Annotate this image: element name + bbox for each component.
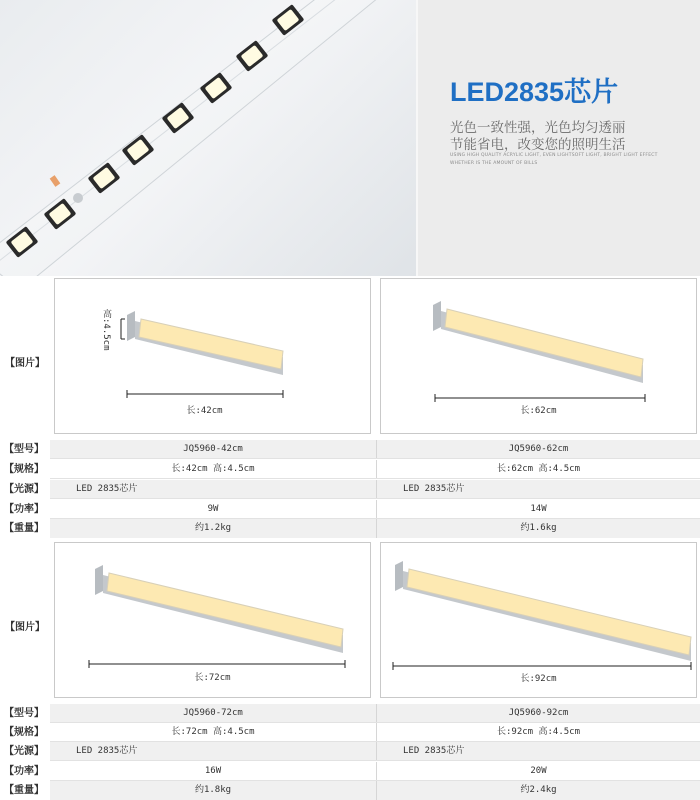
weight-value: 约1.2kg (50, 519, 376, 538)
power-row (0, 500, 700, 519)
power-value: 16W (204, 766, 222, 776)
product-image-42cm (54, 278, 371, 434)
spec-label: 【规格】 (0, 723, 48, 742)
length-label: 长:62cm (520, 406, 557, 416)
light-value: LED 2835芯片 (50, 480, 376, 499)
weight-label: 【重量】 (0, 519, 48, 538)
length-label: 长:92cm (520, 674, 557, 684)
model-row (0, 440, 700, 459)
light-value: LED 2835芯片 (377, 742, 700, 761)
banner-title: LED2835芯片 (450, 77, 619, 107)
image-row-label: 【图片】 (5, 622, 45, 633)
led-strip-illustration (0, 0, 418, 276)
product-image-72cm (54, 542, 371, 698)
weight-row (0, 519, 700, 538)
model-row (0, 704, 700, 723)
power-row (0, 762, 700, 781)
light-row (0, 742, 700, 761)
weight-value: 约1.8kg (50, 781, 376, 800)
power-label: 【功率】 (0, 762, 48, 781)
product-image-92cm (380, 542, 697, 698)
power-label: 【功率】 (0, 500, 48, 519)
banner-divider (416, 0, 418, 276)
spec-value: 长:92cm 高:4.5cm (496, 727, 581, 737)
banner-slogan-2: 节能省电，改变您的照明生活 (450, 137, 626, 153)
light-label: 【光源】 (0, 480, 48, 499)
banner (0, 0, 700, 276)
weight-label: 【重量】 (0, 781, 48, 800)
banner-slogan-1: 光色一致性强，光色均匀透丽 (450, 120, 626, 136)
product-section-2 (0, 538, 700, 800)
weight-value: 约2.4kg (377, 781, 700, 800)
model-value: JQ5960-92cm (377, 704, 700, 723)
light-label: 【光源】 (0, 742, 48, 761)
spec-value: 长:62cm 高:4.5cm (496, 464, 581, 474)
weight-row (0, 781, 700, 800)
product-image-62cm (380, 278, 697, 434)
model-label: 【型号】 (0, 704, 48, 723)
model-value: JQ5960-62cm (377, 440, 700, 459)
height-note: 高:4.5cm (101, 309, 111, 351)
light-row (0, 480, 700, 499)
weight-value: 约1.6kg (377, 519, 700, 538)
spec-row (0, 723, 700, 742)
spec-row (0, 460, 700, 479)
model-label: 【型号】 (0, 440, 48, 459)
product-section-1 (0, 276, 700, 538)
length-label: 长:72cm (194, 673, 231, 683)
banner-english-1: USING HIGH QUALITY ACRYLIC LIGHT, EVEN LIGHTSOFT LIGHT, BRIGHT LIGHT EFFECT (450, 153, 658, 158)
power-value: 20W (530, 766, 547, 776)
model-value: JQ5960-42cm (50, 440, 376, 459)
power-value: 9W (207, 504, 219, 514)
light-value: LED 2835芯片 (377, 480, 700, 499)
length-label: 长:42cm (186, 406, 223, 416)
image-row-label: 【图片】 (5, 358, 45, 369)
model-value: JQ5960-72cm (50, 704, 376, 723)
light-value: LED 2835芯片 (50, 742, 376, 761)
spec-label: 【规格】 (0, 460, 48, 479)
banner-english-2: WHETHER IS THE AMOUNT OF BILLS (450, 161, 538, 166)
led-strip-photo (0, 0, 418, 276)
spec-value: 长:72cm 高:4.5cm (171, 727, 255, 737)
power-value: 14W (530, 504, 547, 514)
spec-value: 长:42cm 高:4.5cm (171, 464, 255, 474)
